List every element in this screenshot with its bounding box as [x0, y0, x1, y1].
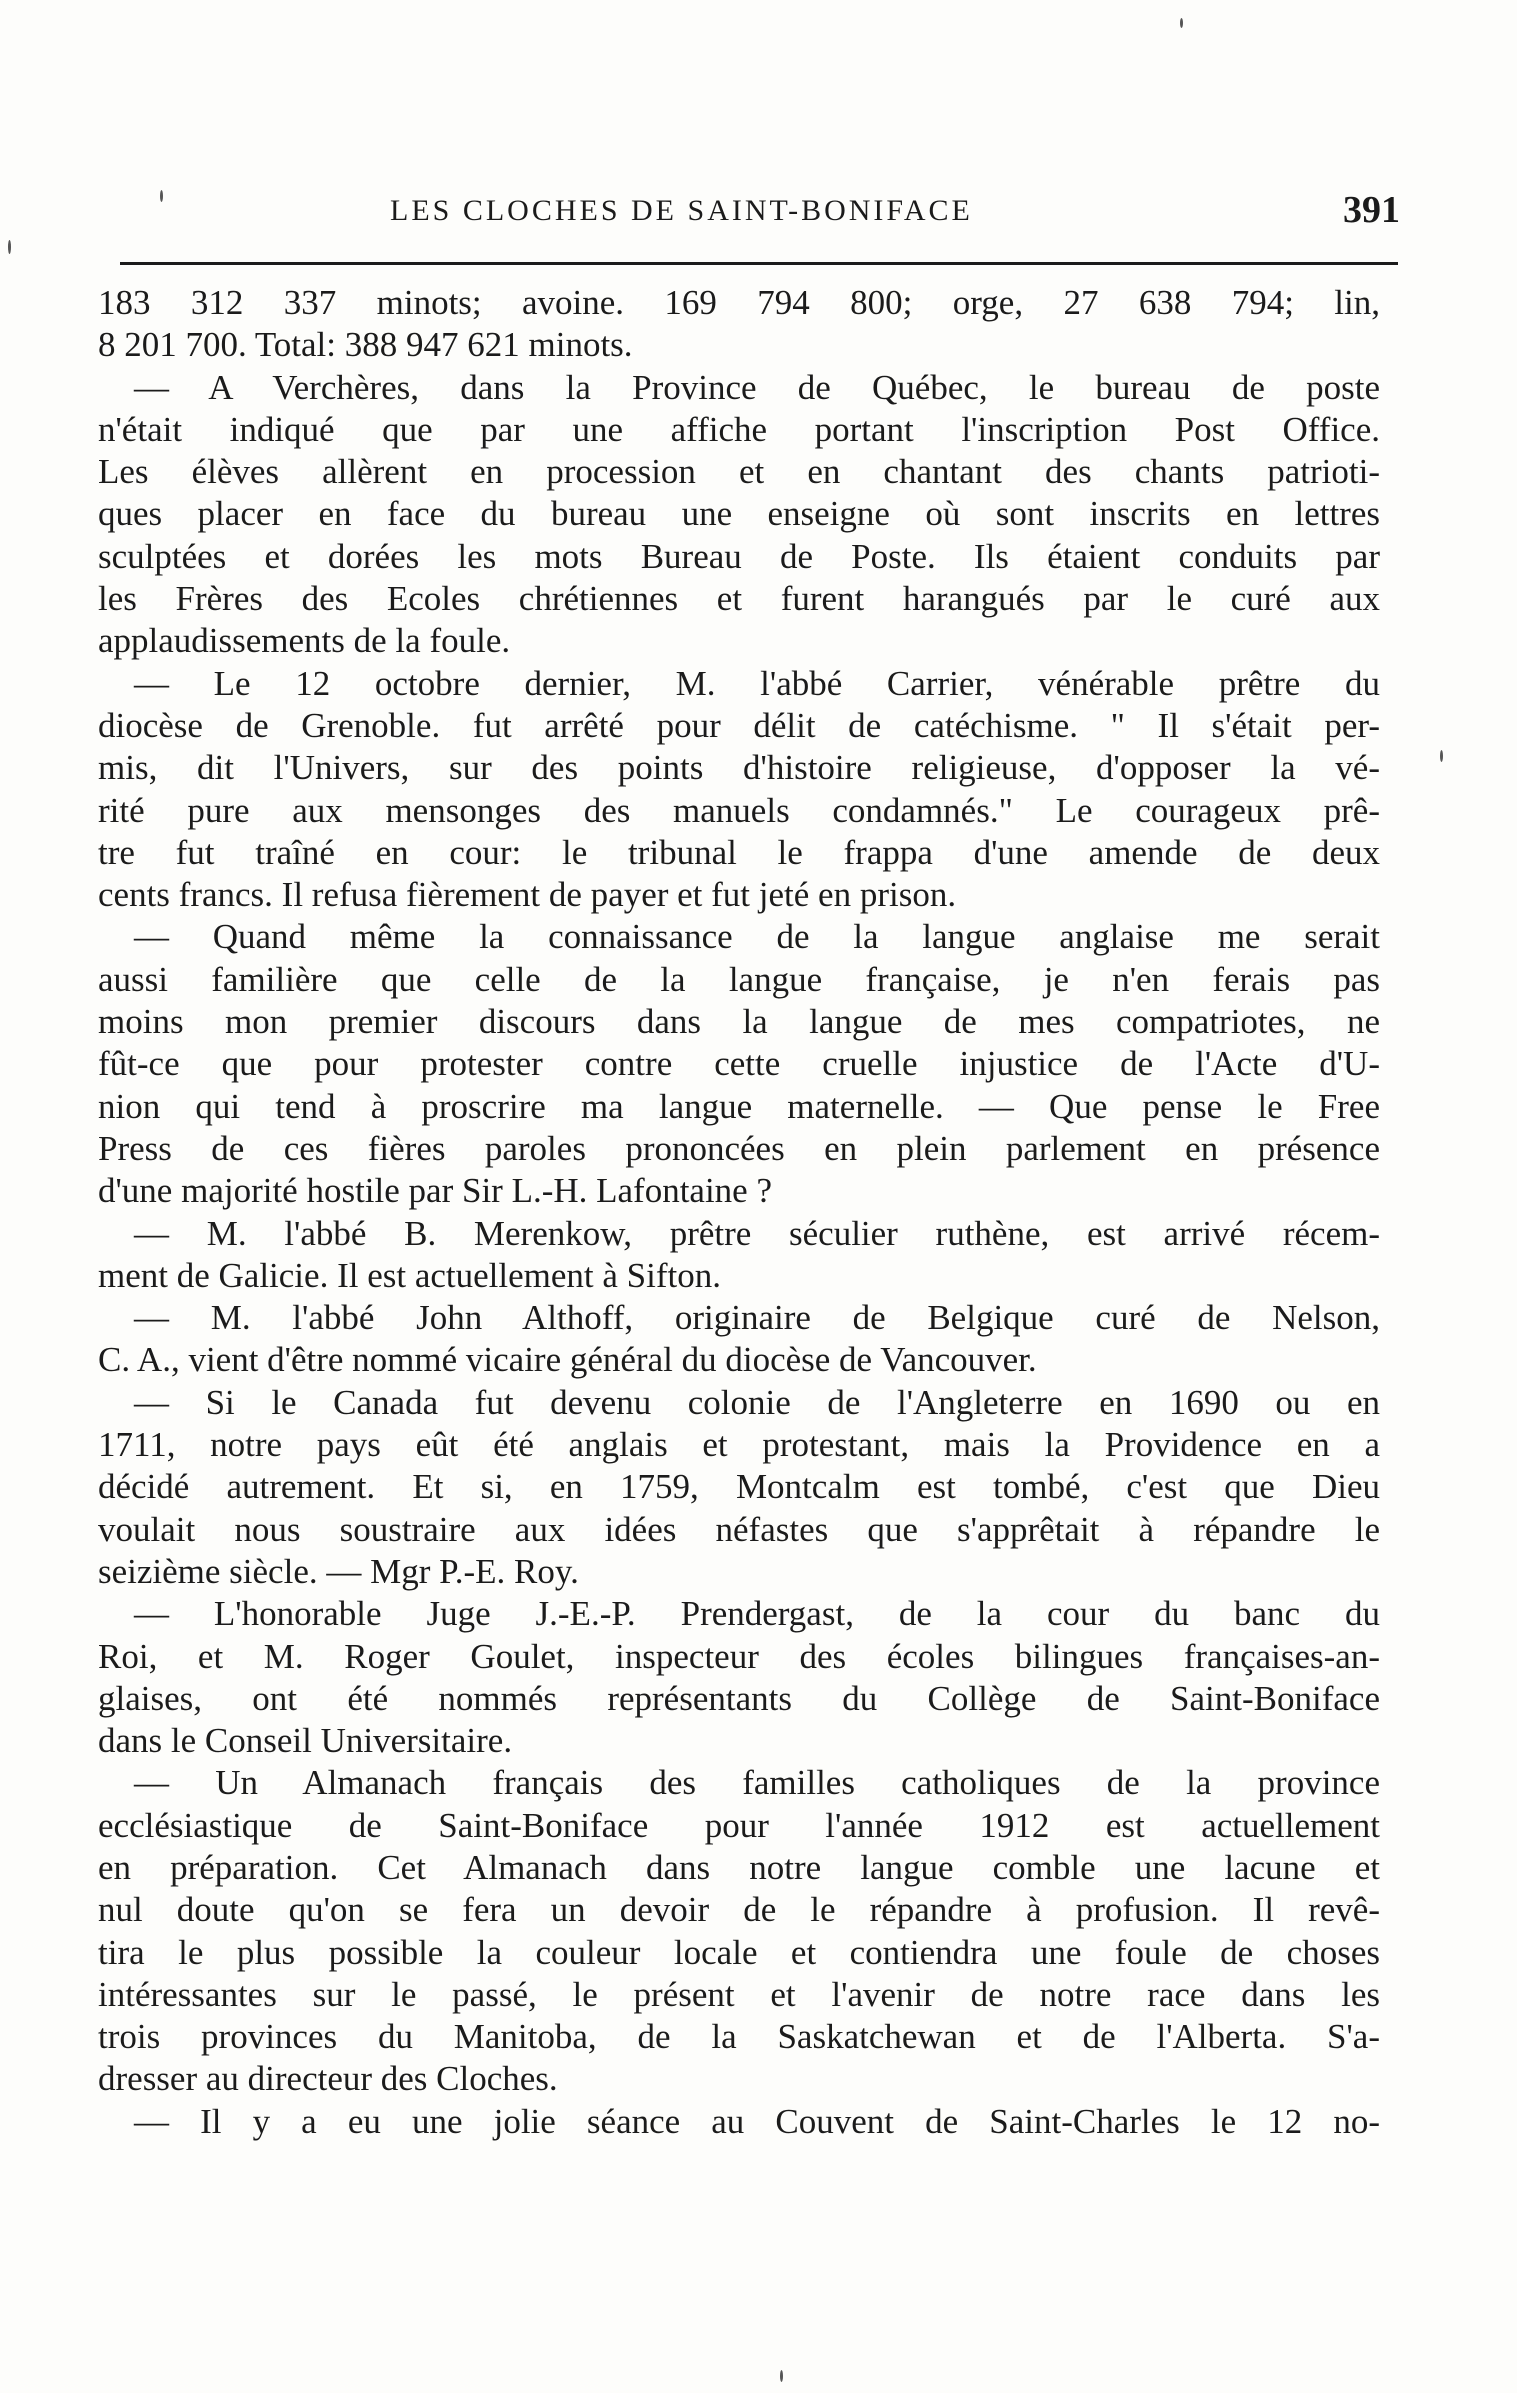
text-line: — M. l'abbé John Althoff, originaire de Belgique curé de Nelson,: [134, 1298, 1380, 1338]
running-title: LES CLOCHES DE SAINT-BONIFACE: [390, 194, 973, 227]
text-line: — M. l'abbé B. Merenkow, prêtre séculier ruthène, est arrivé récem-: [134, 1213, 1380, 1253]
text-line: aussi familière que celle de la langue française, je n'en ferais pas: [98, 959, 1380, 999]
scan-speck: [780, 2370, 783, 2382]
text-line: — Il y a eu une jolie séance au Couvent de Saint-Charles le 12 no-: [134, 2101, 1380, 2141]
text-line: — A Verchères, dans la Province de Québec, le bureau de poste: [134, 367, 1380, 407]
text-line: — Si le Canada fut devenu colonie de l'Angleterre en 1690 ou en: [134, 1382, 1380, 1422]
text-line: ecclésiastique de Saint-Boniface pour l'année 1912 est actuellement: [98, 1805, 1380, 1845]
text-line: n'était indiqué que par une affiche portant l'inscription Post Office.: [98, 409, 1380, 449]
text-line: tre fut traîné en cour: le tribunal le frappa d'une amende de deux: [98, 832, 1380, 872]
text-line: mis, dit l'Univers, sur des points d'histoire religieuse, d'opposer la vé-: [98, 748, 1380, 788]
text-line: C. A., vient d'être nommé vicaire général du diocèse de Vancouver.: [98, 1340, 1037, 1380]
text-line: intéressantes sur le passé, le présent et l'avenir de notre race dans les: [98, 1974, 1380, 2014]
text-line: cents francs. Il refusa fièrement de payer et fut jeté en prison.: [98, 875, 957, 915]
text-line: les Frères des Ecoles chrétiennes et furent harangués par le curé aux: [98, 579, 1380, 619]
text-line: glaises, ont été nommés représentants du Collège de Saint-Boniface: [98, 1678, 1380, 1718]
text-line: — L'honorable Juge J.-E.-P. Prendergast, de la cour du banc du: [134, 1594, 1380, 1634]
text-line: diocèse de Grenoble. fut arrêté pour délit de catéchisme. " Il s'était per-: [98, 705, 1380, 745]
text-line: 1711, notre pays eût été anglais et protestant, mais la Providence en a: [98, 1425, 1380, 1465]
scan-speck: [160, 190, 163, 202]
text-line: moins mon premier discours dans la langue de mes compatriotes, ne: [98, 1002, 1380, 1042]
text-line: ment de Galicie. Il est actuellement à Sifton.: [98, 1255, 721, 1295]
text-line: nul doute qu'on se fera un devoir de le répandre à profusion. Il revê-: [98, 1890, 1380, 1930]
header-rule: [120, 262, 1398, 265]
page-number: 391: [1343, 189, 1400, 231]
text-line: fût-ce que pour protester contre cette cruelle injustice de l'Acte d'U-: [98, 1044, 1380, 1084]
text-line: voulait nous soustraire aux idées néfastes que s'apprêtait à répandre le: [98, 1509, 1380, 1549]
text-line: — Quand même la connaissance de la langue anglaise me serait: [134, 917, 1380, 957]
text-line: d'une majorité hostile par Sir L.-H. Lafontaine ?: [98, 1171, 773, 1211]
body-text: [98, 282, 1380, 2143]
text-line: applaudissements de la foule.: [98, 621, 511, 661]
text-line: — Un Almanach français des familles catholiques de la province: [134, 1763, 1380, 1803]
scan-speck: [8, 240, 11, 254]
text-line: — Le 12 octobre dernier, M. l'abbé Carrier, vénérable prêtre du: [134, 663, 1380, 703]
text-line: Roi, et M. Roger Goulet, inspecteur des écoles bilingues françaises-an-: [98, 1636, 1380, 1676]
text-line: en préparation. Cet Almanach dans notre langue comble une lacune et: [98, 1847, 1380, 1887]
text-line: sculptées et dorées les mots Bureau de Poste. Ils étaient conduits par: [98, 536, 1380, 576]
text-line: Press de ces fières paroles prononcées en plein parlement en présence: [98, 1128, 1380, 1168]
text-line: rité pure aux mensonges des manuels condamnés." Le courageux prê-: [98, 790, 1380, 830]
text-line: dresser au directeur des Cloches.: [98, 2059, 558, 2099]
scan-speck: [1180, 18, 1183, 28]
text-line: dans le Conseil Universitaire.: [98, 1721, 513, 1761]
text-line: 183 312 337 minots; avoine. 169 794 800; orge, 27 638 794; lin,: [98, 283, 1380, 322]
text-line: nion qui tend à proscrire ma langue maternelle. — Que pense le Free: [98, 1086, 1380, 1126]
text-line: trois provinces du Manitoba, de la Saskatchewan et de l'Alberta. S'a-: [98, 2017, 1380, 2057]
text-line: 8 201 700. Total: 388 947 621 minots.: [98, 325, 633, 365]
text-line: Les élèves allèrent en procession et en chantant des chants patrioti-: [98, 452, 1380, 492]
scan-speck: [1440, 750, 1443, 762]
text-line: seizième siècle. — Mgr P.-E. Roy.: [98, 1551, 579, 1591]
running-header: [120, 188, 1400, 238]
text-line: ques placer en face du bureau une enseigne où sont inscrits en lettres: [98, 494, 1380, 534]
text-line: tira le plus possible la couleur locale et contiendra une foule de choses: [98, 1932, 1380, 1972]
text-line: décidé autrement. Et si, en 1759, Montcalm est tombé, c'est que Dieu: [98, 1467, 1380, 1507]
